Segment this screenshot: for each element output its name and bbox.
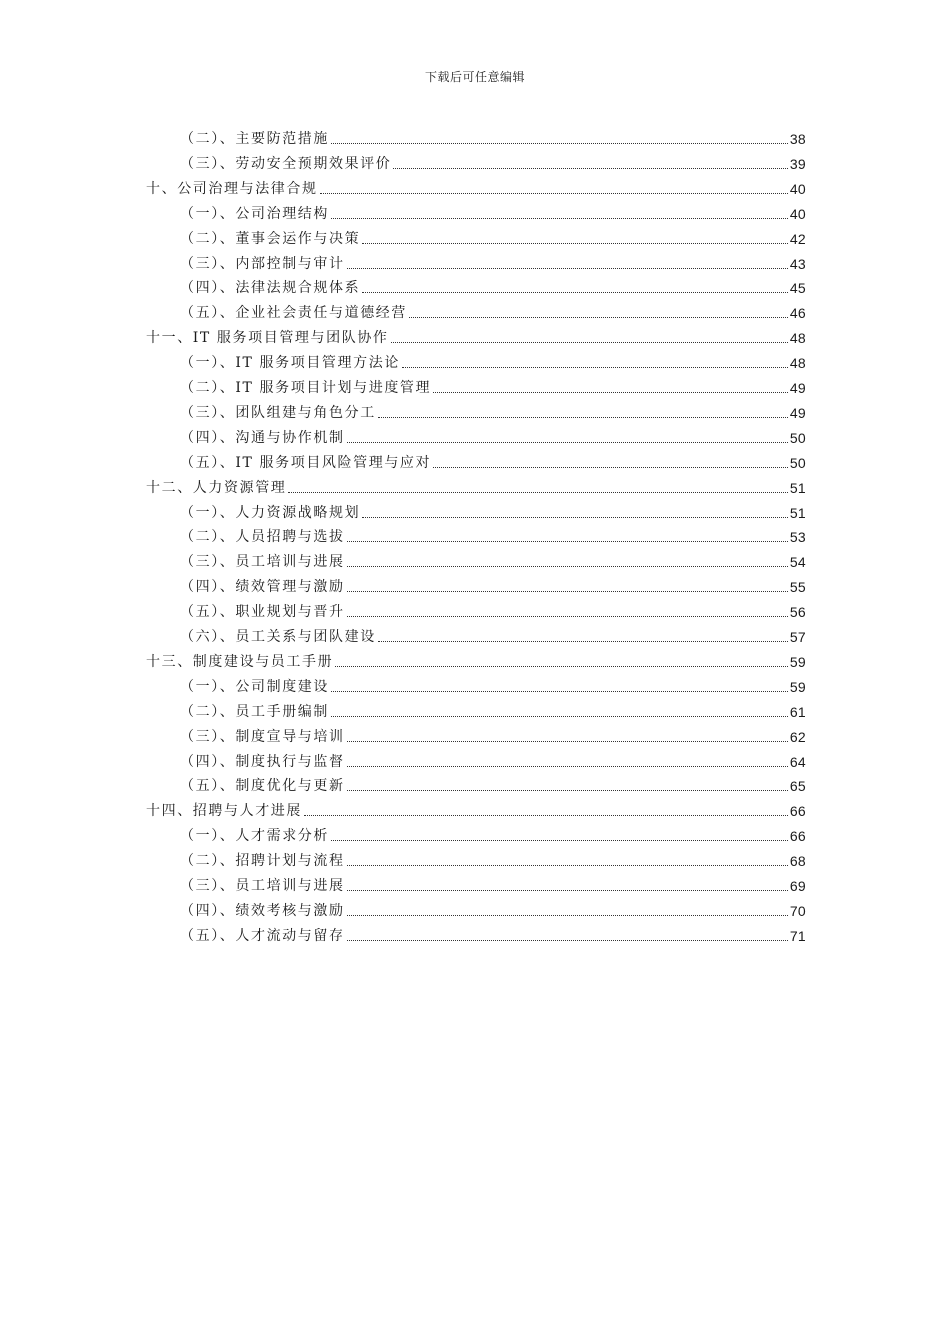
toc-dot-leader: [347, 268, 788, 269]
toc-entry-page-number: 56: [789, 604, 806, 621]
toc-entry-title: （二）、董事会运作与决策: [180, 230, 361, 247]
toc-entry-title: （一）、人力资源战略规划: [180, 504, 361, 521]
toc-entry-page-number: 46: [789, 305, 806, 322]
toc-dot-leader: [331, 691, 788, 692]
toc-entry[interactable]: [180, 400, 806, 422]
toc-entry[interactable]: [180, 823, 806, 845]
toc-dot-leader: [347, 741, 788, 742]
toc-entry[interactable]: [180, 898, 806, 920]
toc-entry-title: （一）、公司治理结构: [180, 205, 329, 222]
toc-entry[interactable]: [180, 201, 806, 223]
toc-dot-leader: [347, 940, 788, 941]
toc-dot-leader: [393, 168, 787, 169]
toc-entry[interactable]: [146, 325, 806, 347]
toc-entry-page-number: 51: [789, 479, 806, 496]
toc-dot-leader: [409, 317, 788, 318]
toc-entry[interactable]: [180, 151, 806, 173]
toc-dot-leader: [347, 541, 788, 542]
toc-entry-title: （六）、员工关系与团队建设: [180, 629, 376, 645]
toc-entry-title: （四）、沟通与协作机制: [180, 429, 345, 446]
toc-entry[interactable]: [146, 649, 806, 671]
toc-entry-page-number: 39: [789, 155, 806, 172]
toc-entry-title: 十、公司治理与法律合规: [146, 180, 318, 197]
toc-entry-title: （四）、制度执行与监督: [180, 753, 345, 770]
toc-entry-page-number: 45: [789, 280, 806, 297]
toc-entry[interactable]: [180, 773, 806, 795]
toc-entry[interactable]: [146, 475, 806, 497]
toc-dot-leader: [335, 666, 788, 667]
toc-entry[interactable]: [146, 176, 806, 198]
toc-entry-page-number: 49: [789, 404, 806, 421]
toc-entry[interactable]: [180, 350, 806, 372]
toc-entry-title: 十三、制度建设与员工手册: [146, 653, 334, 670]
toc-entry-page-number: 65: [789, 778, 806, 795]
toc-entry-page-number: 50: [789, 454, 806, 471]
toc-entry[interactable]: [180, 126, 806, 148]
toc-entry[interactable]: [146, 798, 806, 820]
toc-entry-title: （一）、人才需求分析: [180, 828, 329, 845]
toc-dot-leader: [362, 243, 788, 244]
toc-dot-leader: [288, 492, 787, 493]
toc-dot-leader: [347, 442, 788, 443]
toc-entry-page-number: 66: [789, 828, 806, 845]
toc-entry-page-number: 69: [789, 878, 806, 894]
toc-entry-title: （三）、制度宣导与培训: [180, 728, 345, 745]
toc-entry-page-number: 57: [789, 629, 806, 645]
toc-entry-title: （五）、制度优化与更新: [180, 778, 345, 795]
toc-dot-leader: [304, 815, 788, 816]
toc-entry[interactable]: [180, 251, 806, 273]
toc-entry-title: （五）、人才流动与留存: [180, 927, 345, 944]
toc-dot-leader: [402, 367, 788, 368]
toc-entry-page-number: 61: [789, 703, 806, 720]
toc-entry-title: （一）、IT 服务项目管理方法论: [180, 355, 400, 372]
toc-entry-page-number: 49: [789, 380, 806, 396]
toc-entry[interactable]: [180, 275, 806, 297]
toc-entry-page-number: 38: [789, 131, 806, 147]
toc-entry-page-number: 62: [789, 728, 806, 745]
toc-dot-leader: [347, 790, 788, 791]
toc-dot-leader: [347, 890, 788, 891]
toc-entry[interactable]: [180, 873, 806, 895]
toc-entry-page-number: 53: [789, 529, 806, 546]
toc-entry-title: （三）、内部控制与审计: [180, 255, 345, 272]
toc-entry-title: （四）、绩效考核与激励: [180, 902, 345, 919]
toc-dot-leader: [320, 193, 788, 194]
toc-entry-title: （五）、IT 服务项目风险管理与应对: [180, 454, 432, 471]
toc-entry[interactable]: [180, 624, 806, 646]
toc-dot-leader: [347, 865, 788, 866]
toc-dot-leader: [347, 915, 788, 916]
toc-entry[interactable]: [180, 500, 806, 522]
toc-entry-page-number: 59: [789, 678, 806, 695]
toc-dot-leader: [391, 342, 788, 343]
toc-entry-page-number: 50: [789, 429, 806, 446]
toc-entry-title: （三）、员工培训与进展: [180, 554, 345, 571]
toc-dot-leader: [347, 616, 788, 617]
toc-entry-title: 十一、IT 服务项目管理与团队协作: [146, 330, 389, 347]
toc-entry-page-number: 40: [789, 180, 806, 197]
toc-entry[interactable]: [180, 724, 806, 746]
toc-entry[interactable]: [180, 574, 806, 596]
toc-entry[interactable]: [180, 749, 806, 771]
toc-dot-leader: [347, 566, 788, 567]
toc-entry[interactable]: [180, 425, 806, 447]
toc-dot-leader: [331, 716, 788, 717]
toc-dot-leader: [331, 218, 788, 219]
toc-entry-page-number: 59: [789, 653, 806, 670]
toc-entry[interactable]: [180, 226, 806, 248]
toc-entry-title: （二）、员工手册编制: [180, 703, 329, 720]
toc-dot-leader: [347, 766, 788, 767]
toc-entry-title: （三）、员工培训与进展: [180, 878, 345, 894]
toc-entry[interactable]: [180, 848, 806, 870]
toc-dot-leader: [331, 840, 788, 841]
toc-entry[interactable]: [180, 699, 806, 721]
toc-entry[interactable]: [180, 524, 806, 546]
page-header: 下载后可任意编辑: [424, 70, 525, 84]
toc-dot-leader: [378, 417, 788, 418]
toc-entry-title: （三）、团队组建与角色分工: [180, 404, 376, 421]
toc-entry-page-number: 70: [789, 902, 806, 919]
toc-entry-page-number: 48: [789, 355, 806, 372]
toc-entry-title: （三）、劳动安全预期效果评价: [180, 155, 392, 172]
toc-entry-page-number: 42: [789, 230, 806, 247]
toc-entry-title: 十二、人力资源管理: [146, 479, 287, 496]
toc-dot-leader: [433, 392, 788, 393]
toc-entry-page-number: 66: [789, 803, 806, 820]
toc-entry-page-number: 64: [789, 753, 806, 770]
toc-entry-page-number: 68: [789, 853, 806, 870]
toc-dot-leader: [433, 467, 788, 468]
toc-entry-page-number: 71: [789, 927, 806, 944]
toc-entry-title: （五）、职业规划与晋升: [180, 604, 345, 621]
toc-entry[interactable]: [180, 599, 806, 621]
toc-entry-page-number: 55: [789, 579, 806, 596]
toc-entry[interactable]: [180, 375, 806, 397]
toc-entry-title: （四）、绩效管理与激励: [180, 579, 345, 596]
toc-entry-title: （二）、IT 服务项目计划与进度管理: [180, 380, 432, 396]
toc-entry-page-number: 54: [789, 554, 806, 571]
toc-entry-page-number: 43: [789, 255, 806, 272]
toc-entry-title: （二）、主要防范措施: [180, 131, 329, 147]
toc-dot-leader: [362, 292, 788, 293]
toc-entry[interactable]: [180, 549, 806, 571]
toc-entry-title: 十四、招聘与人才进展: [146, 803, 302, 820]
toc-entry-title: （二）、人员招聘与选拔: [180, 529, 345, 546]
toc-dot-leader: [362, 517, 788, 518]
toc-entry[interactable]: [180, 300, 806, 322]
toc-entry[interactable]: [180, 450, 806, 472]
toc-entry-page-number: 48: [789, 330, 806, 347]
toc-entry[interactable]: [180, 674, 806, 696]
toc-entry-page-number: 51: [789, 504, 806, 521]
toc-entry[interactable]: [180, 923, 806, 945]
toc-entry-title: （一）、公司制度建设: [180, 678, 329, 695]
toc-dot-leader: [347, 591, 788, 592]
toc-dot-leader: [331, 143, 788, 144]
toc-dot-leader: [378, 641, 788, 642]
toc-entry-title: （二）、招聘计划与流程: [180, 853, 345, 870]
toc-entry-title: （五）、企业社会责任与道德经营: [180, 305, 407, 322]
toc-entry-page-number: 40: [789, 205, 806, 222]
toc-entry-title: （四）、法律法规合规体系: [180, 280, 361, 297]
